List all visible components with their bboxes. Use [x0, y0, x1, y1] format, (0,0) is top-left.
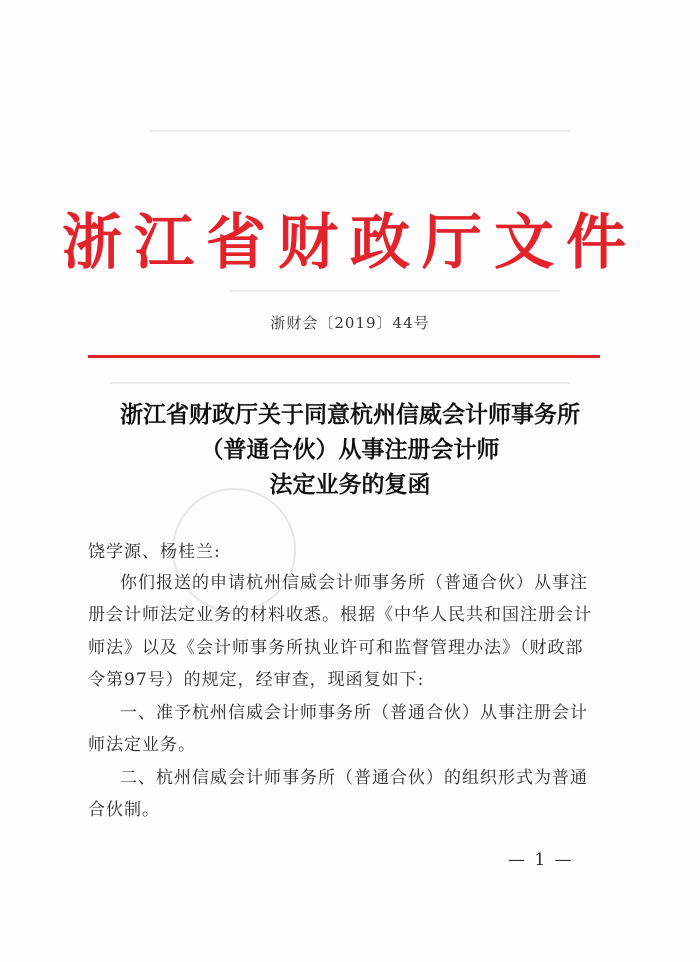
paragraph-line: 二、杭州信威会计师事务所（普通合伙）的组织形式为普通 — [120, 768, 588, 788]
paragraph-line: 你们报送的申请杭州信威会计师事务所（普通合伙）从事注 — [120, 573, 588, 593]
document-header-title: 浙江省财政厅文件 — [62, 208, 638, 278]
bleed-through-line — [150, 130, 570, 132]
bleed-through-line — [230, 290, 560, 292]
document-title-line-1: 浙江省财政厅关于同意杭州信威会计师事务所 — [120, 401, 580, 428]
paragraph-line: 册会计师法定业务的材料收悉。根据《中华人民共和国注册会计 — [88, 605, 592, 625]
paragraph-line: 一、准予杭州信威会计师事务所（普通合伙）从事注册会计 — [120, 703, 588, 723]
paragraph-line: 令第97号）的规定，经审查，现函复如下: — [88, 670, 425, 690]
document-number: 浙财会〔2019〕44号 — [270, 314, 430, 332]
document-title-line-3: 法定业务的复函 — [269, 471, 431, 498]
bleed-through-line — [110, 382, 570, 384]
paragraph-line: 师法》以及《会计师事务所执业许可和监督管理办法》（财政部 — [88, 638, 584, 658]
paragraph-line: 师法定业务。 — [88, 735, 196, 755]
paragraph-line: 合伙制。 — [88, 800, 160, 820]
page-number: — 1 — — [508, 850, 574, 870]
red-divider-line — [88, 355, 600, 358]
salutation: 饶学源、杨桂兰: — [88, 542, 221, 562]
document-title-line-2: （普通合伙）从事注册会计师 — [200, 436, 500, 463]
